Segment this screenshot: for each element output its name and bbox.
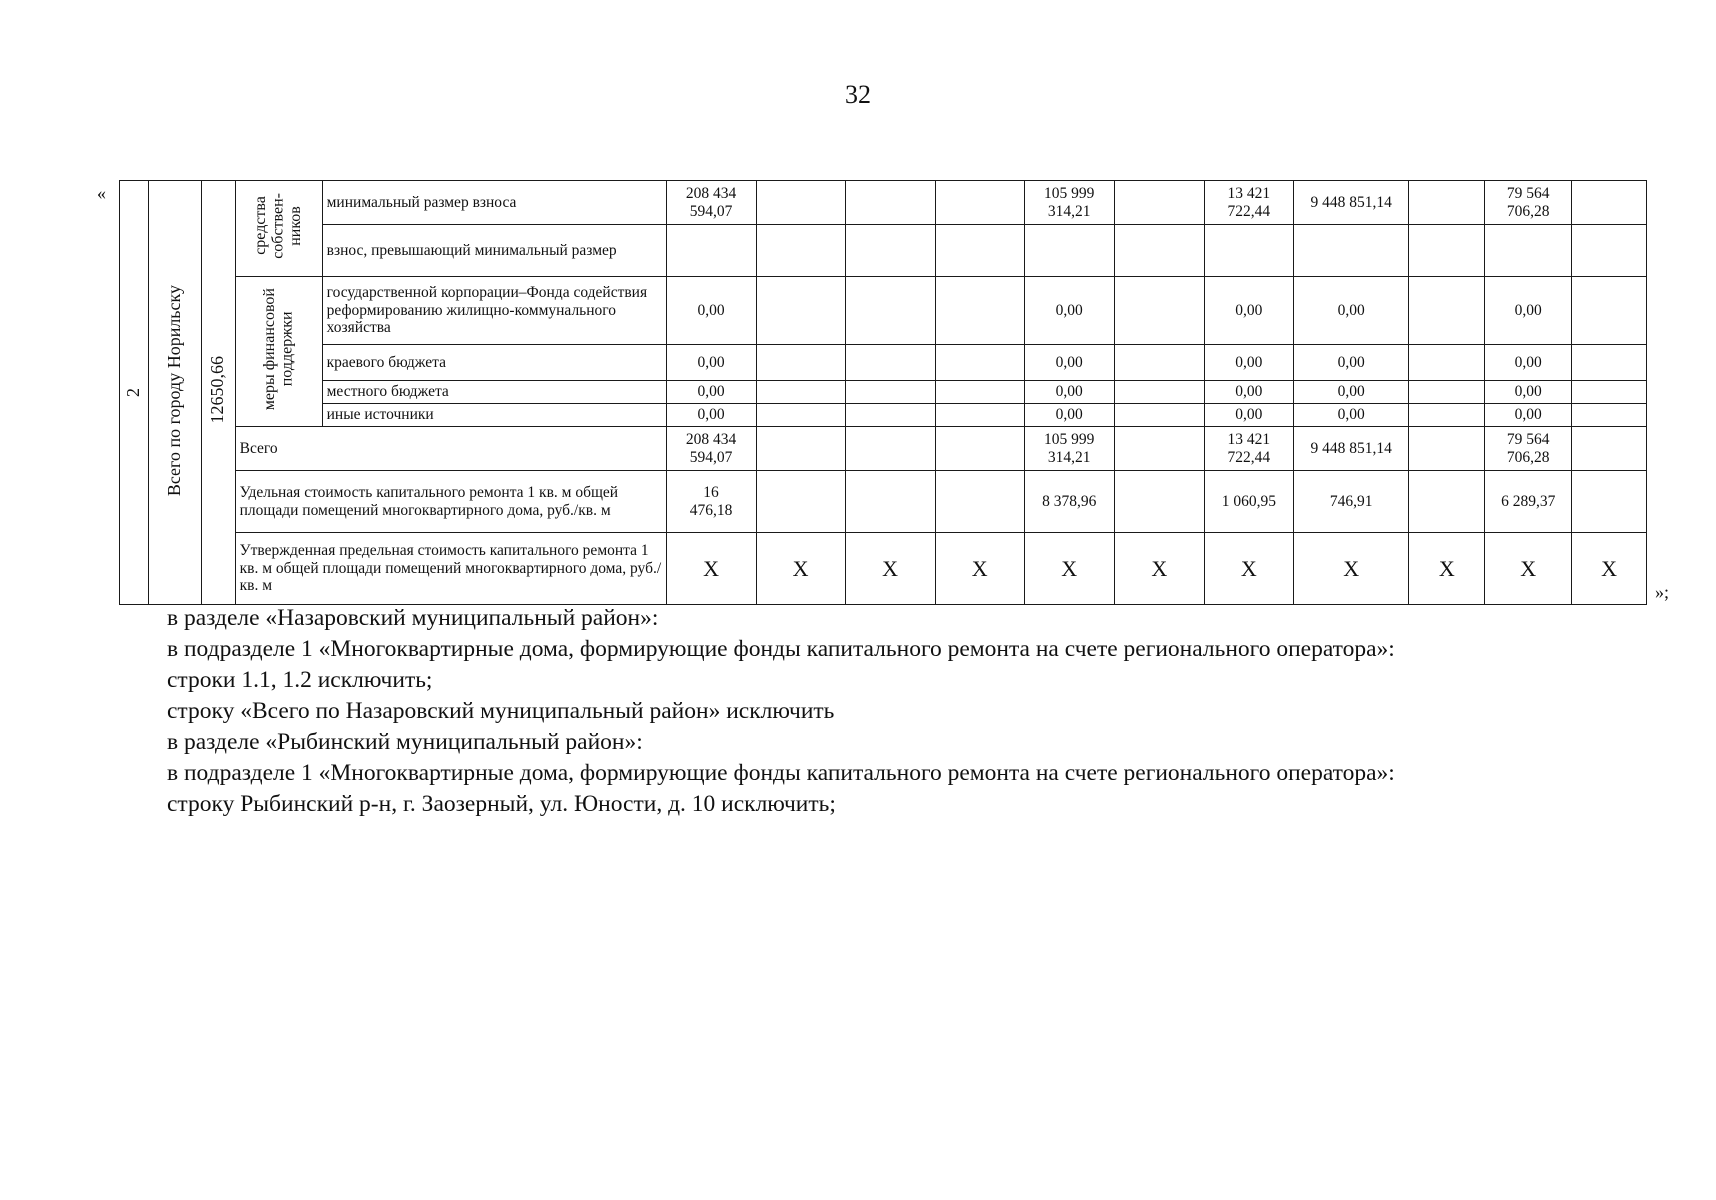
table-cell — [1409, 345, 1485, 381]
table-cell: 0,00 — [1485, 277, 1572, 345]
table-cell — [1572, 225, 1647, 277]
row-label: краевого бюджета — [322, 345, 666, 381]
table-cell: 0,00 — [666, 381, 756, 404]
table-cell — [1409, 225, 1485, 277]
table-cell — [1572, 277, 1647, 345]
row-number — [120, 181, 149, 605]
table-row — [120, 345, 1647, 381]
amendment-paragraph: строку «Всего по Назаровский муниципальный район» исключить — [167, 698, 835, 724]
table-cell: 9 448 851,14 — [1293, 181, 1409, 225]
table-cell — [756, 381, 845, 404]
table-cell — [1572, 404, 1647, 427]
table-row — [120, 404, 1647, 427]
row-label: минимальный размер взноса — [322, 181, 666, 225]
table-cell — [845, 404, 935, 427]
table-cell: Х — [1485, 533, 1572, 605]
table-row — [120, 181, 1647, 225]
amendment-paragraph: строку Рыбинский р-н, г. Заозерный, ул. Юности, д. 10 исключить; — [167, 791, 836, 817]
table-cell — [1485, 225, 1572, 277]
table-cell — [1024, 225, 1114, 277]
table-cell: 746,91 — [1293, 471, 1409, 533]
table-cell — [935, 471, 1024, 533]
table-cell: Х — [756, 533, 845, 605]
table-cell: 0,00 — [666, 277, 756, 345]
table-cell — [845, 427, 935, 471]
capital-repair-table — [119, 180, 1647, 605]
table-cell — [1572, 181, 1647, 225]
table-cell — [1114, 345, 1204, 381]
table-cell — [1114, 471, 1204, 533]
closing-quote: »; — [1655, 582, 1670, 602]
table-cell — [935, 277, 1024, 345]
table-cell: 0,00 — [1204, 381, 1293, 404]
table-cell — [756, 404, 845, 427]
table-cell — [756, 277, 845, 345]
city-total-label-text: Всего по городу Норильску — [163, 284, 184, 496]
table-cell — [1204, 225, 1293, 277]
table-cell: Х — [1572, 533, 1647, 605]
amendment-paragraph: в подразделе 1 «Многоквартирные дома, формирующие фонды капитального ремонта на счете регионального оператора»: — [167, 636, 1395, 662]
table-cell: 0,00 — [1485, 404, 1572, 427]
table-cell: 105 999 314,21 — [1024, 427, 1114, 471]
financial-support-group-text: меры финансовой поддержки — [261, 287, 296, 411]
table-cell: 208 434 594,07 — [666, 427, 756, 471]
table-cell: 79 564 706,28 — [1485, 427, 1572, 471]
table-cell: Х — [1293, 533, 1409, 605]
table-cell — [845, 181, 935, 225]
table-cell: 0,00 — [666, 404, 756, 427]
table-cell — [1114, 427, 1204, 471]
table-cell: 13 421 722,44 — [1204, 427, 1293, 471]
table-cell: 79 564 706,28 — [1485, 181, 1572, 225]
table-cell — [1409, 471, 1485, 533]
area-value — [201, 181, 235, 605]
table-cell — [1114, 277, 1204, 345]
table-cell — [845, 471, 935, 533]
table-cell — [756, 345, 845, 381]
table-cell — [756, 471, 845, 533]
table-cell: Х — [1409, 533, 1485, 605]
table-cell — [1409, 427, 1485, 471]
table-cell — [1114, 381, 1204, 404]
table-cell — [1572, 381, 1647, 404]
amendment-paragraph: в подразделе 1 «Многоквартирные дома, формирующие фонды капитального ремонта на счете регионального оператора»: — [167, 760, 1395, 786]
table-cell: 0,00 — [1485, 345, 1572, 381]
table-cell: Х — [1114, 533, 1204, 605]
table-cell: 0,00 — [1024, 277, 1114, 345]
table-cell: Х — [1204, 533, 1293, 605]
table-cell — [845, 225, 935, 277]
table-cell: 0,00 — [1293, 277, 1409, 345]
table-cell — [1572, 345, 1647, 381]
table-cell: 0,00 — [1204, 345, 1293, 381]
table-cell: 13 421 722,44 — [1204, 181, 1293, 225]
table-cell — [1114, 404, 1204, 427]
table-cell: Х — [666, 533, 756, 605]
table-cell — [1114, 181, 1204, 225]
table-row — [120, 225, 1647, 277]
table-row — [120, 381, 1647, 404]
table-cell: 0,00 — [1204, 277, 1293, 345]
amendment-paragraph: строки 1.1, 1.2 исключить; — [167, 667, 433, 693]
row-label: местного бюджета — [322, 381, 666, 404]
table-cell: Х — [845, 533, 935, 605]
table-cell — [935, 345, 1024, 381]
table-cell: 9 448 851,14 — [1293, 427, 1409, 471]
row-label: Утвержденная предельная стоимость капитального ремонта 1 кв. м общей площади помещений многоквартирного дома, руб./кв. м — [235, 533, 666, 605]
table-cell: Х — [1024, 533, 1114, 605]
table-cell — [1572, 471, 1647, 533]
table-cell: Х — [935, 533, 1024, 605]
area-value-text: 12650,66 — [207, 356, 228, 424]
amendment-paragraph: в разделе «Рыбинский муниципальный район»: — [167, 729, 643, 755]
table-cell: 6 289,37 — [1485, 471, 1572, 533]
row-label: государственной корпорации–Фонда содействия реформированию жилищно-коммунального хозяйства — [322, 277, 666, 345]
row-label: Всего — [235, 427, 666, 471]
table-cell — [935, 427, 1024, 471]
table-cell — [666, 225, 756, 277]
owner-funds-group — [235, 181, 322, 277]
table-cell — [1114, 225, 1204, 277]
row-label: иные источники — [322, 404, 666, 427]
table-cell — [845, 277, 935, 345]
row-label: Удельная стоимость капитального ремонта 1 кв. м общей площади помещений многоквартирного дома, руб./кв. м — [235, 471, 666, 533]
table-cell: 0,00 — [1204, 404, 1293, 427]
amendment-paragraph: в разделе «Назаровский муниципальный район»: — [167, 605, 659, 631]
table-cell: 0,00 — [666, 345, 756, 381]
table-row — [120, 277, 1647, 345]
table-cell: 0,00 — [1024, 404, 1114, 427]
table-cell: 0,00 — [1024, 381, 1114, 404]
table-cell: 0,00 — [1293, 345, 1409, 381]
table-cell — [935, 181, 1024, 225]
table-cell: 105 999 314,21 — [1024, 181, 1114, 225]
table-cell: 16 476,18 — [666, 471, 756, 533]
table-cell: 1 060,95 — [1204, 471, 1293, 533]
table-cell — [756, 225, 845, 277]
financial-support-group — [235, 277, 322, 427]
table-cell — [1409, 404, 1485, 427]
table-cell — [756, 427, 845, 471]
table-cell — [1409, 277, 1485, 345]
table-cell — [935, 225, 1024, 277]
amendment-text — [167, 603, 1637, 820]
table-cell: 208 434 594,07 — [666, 181, 756, 225]
owner-funds-group-text: средства собствен- ников — [252, 193, 305, 259]
table-cell — [845, 381, 935, 404]
city-total-label — [148, 181, 201, 605]
row-label: взнос, превышающий минимальный размер — [322, 225, 666, 277]
table-cell — [1572, 427, 1647, 471]
table-cell — [756, 181, 845, 225]
row-number-text: 2 — [123, 387, 143, 397]
opening-quote: « — [97, 183, 106, 203]
table-cell — [935, 404, 1024, 427]
table-cell — [1293, 225, 1409, 277]
table-row — [120, 533, 1647, 605]
table-cell — [1409, 181, 1485, 225]
table-row — [120, 471, 1647, 533]
page-number: 32 — [845, 80, 871, 109]
table-cell: 0,00 — [1293, 404, 1409, 427]
table-cell: 0,00 — [1293, 381, 1409, 404]
table-row — [120, 427, 1647, 471]
table-cell — [1409, 381, 1485, 404]
table-cell — [935, 381, 1024, 404]
table-cell — [845, 345, 935, 381]
table-cell: 0,00 — [1024, 345, 1114, 381]
table-cell: 8 378,96 — [1024, 471, 1114, 533]
table-cell: 0,00 — [1485, 381, 1572, 404]
